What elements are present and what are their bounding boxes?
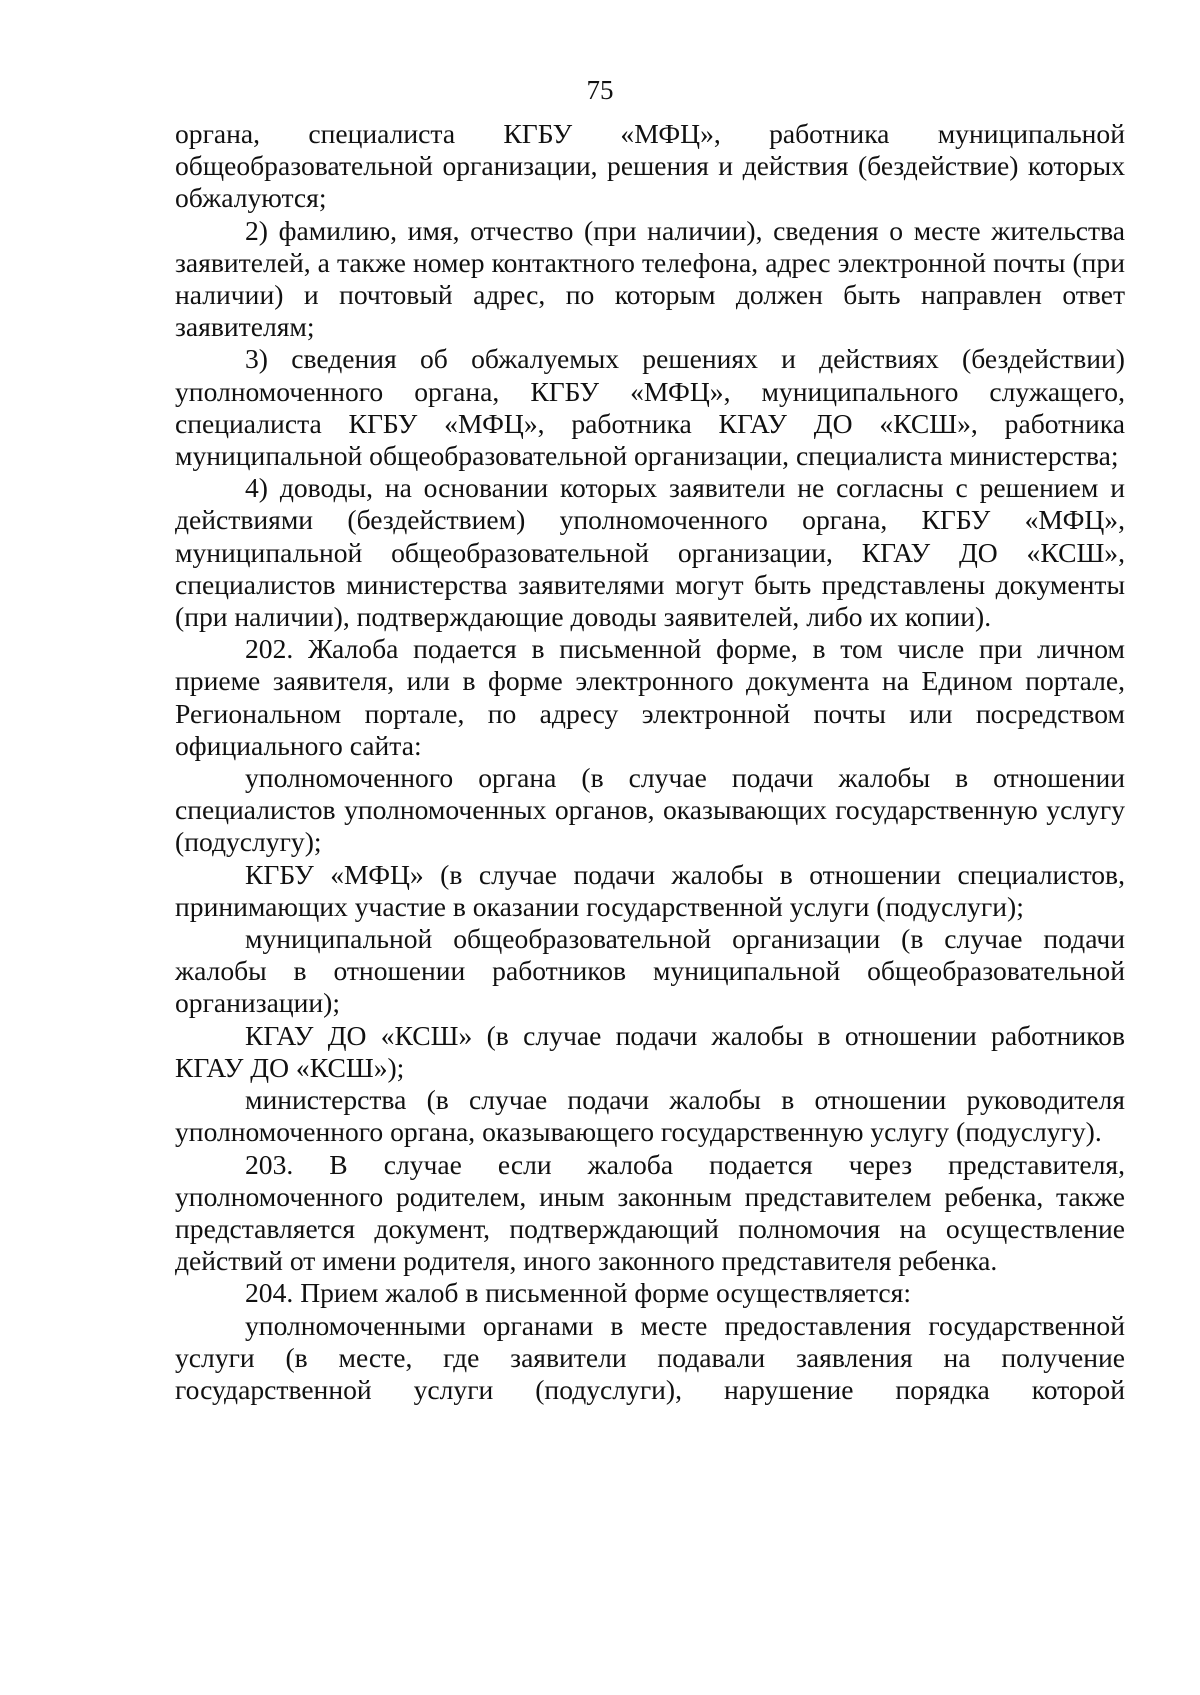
paragraph-municipal-school: муниципальной общеобразовательной организации (в случае подачи жалобы в отношении работников муниципальной общеобразовательной организации); — [175, 923, 1125, 1019]
page-number: 75 — [586, 75, 614, 105]
paragraph-203: 203. В случае если жалоба подается через представителя, уполномоченного родителем, иным законным представителем ребенка, также представляется документ, подтверждающий полномочия на осуществление действий от имени родителя, иного законного представителя ребенка. — [175, 1148, 1125, 1277]
paragraph-authorized-bodies-place: уполномоченными органами в месте предоставления государственной услуги (в месте, где заявители подавали заявления на получение государственной услуги (подуслуги), нарушение порядка которой — [175, 1309, 1125, 1405]
paragraph-item-2: 2) фамилию, имя, отчество (при наличии), сведения о месте жительства заявителей, а также номер контактного телефона, адрес электронной почты (при наличии) и почтовый адрес, по которым должен быть направлен ответ заявителям; — [175, 214, 1125, 343]
paragraph-item-4: 4) доводы, на основании которых заявители не согласны с решением и действиями (бездействием) уполномоченного органа, КГБУ «МФЦ», муниципальной общеобразовательной организации, КГАУ ДО «КСШ», специалистов министерства заявителями могут быть представлены документы (при наличии), подтверждающие доводы заявителей, либо их копии). — [175, 472, 1125, 633]
paragraph-kgbu-mfc: КГБУ «МФЦ» (в случае подачи жалобы в отношении специалистов, принимающих участие в оказании государственной услуги (подуслуги); — [175, 858, 1125, 922]
paragraph-item-3: 3) сведения об обжалуемых решениях и действиях (бездействии) уполномоченного органа, КГБУ «МФЦ», муниципального служащего, специалиста КГБУ «МФЦ», работника КГАУ ДО «КСШ», работника муниципальной общеобразовательной организации, специалиста министерства; — [175, 343, 1125, 472]
paragraph-ministry: министерства (в случае подачи жалобы в отношении руководителя уполномоченного органа, оказывающего государственную услугу (подуслугу). — [175, 1084, 1125, 1148]
paragraph-kgau-ksh: КГАУ ДО «КСШ» (в случае подачи жалобы в отношении работников КГАУ ДО «КСШ»); — [175, 1019, 1125, 1083]
paragraph-continuation: органа, специалиста КГБУ «МФЦ», работника муниципальной общеобразовательной организации, решения и действия (бездействие) которых обжалуются; — [175, 118, 1125, 214]
paragraph-202: 202. Жалоба подается в письменной форме, в том числе при личном приеме заявителя, или в форме электронного документа на Едином портале, Региональном портале, по адресу электронной почты или посредством официального сайта: — [175, 633, 1125, 761]
paragraph-204: 204. Прием жалоб в письменной форме осуществляется: — [245, 1277, 912, 1309]
paragraph-authorized-body: уполномоченного органа (в случае подачи жалобы в отношении специалистов уполномоченных органов, оказывающих государственную услугу (подуслугу); — [175, 762, 1125, 858]
document-body — [175, 118, 1125, 1406]
